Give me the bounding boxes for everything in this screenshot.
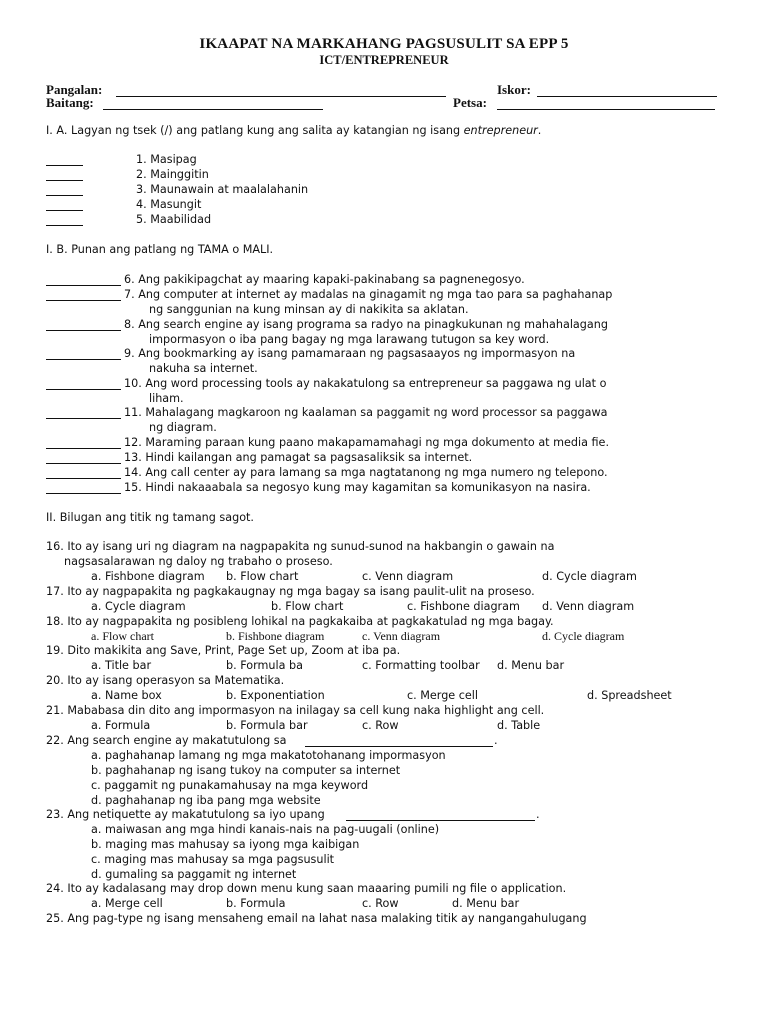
answer-blank-4[interactable]: [46, 210, 83, 211]
q24-option-d[interactable]: d. Menu bar: [452, 897, 520, 910]
q18-option-d[interactable]: d. Cycle diagram: [542, 629, 625, 643]
item-11-cont: ng diagram.: [149, 421, 217, 434]
q18-option-b[interactable]: b. Fishbone diagram: [226, 629, 325, 643]
q18-option-a[interactable]: a. Flow chart: [91, 629, 154, 643]
item-14: 14. Ang call center ay para lamang sa mga nagtatanong ng mga numero ng telepono.: [124, 466, 608, 479]
q19-option-c[interactable]: c. Formatting toolbar: [362, 659, 480, 672]
item-10-cont: liham.: [149, 392, 184, 405]
q22-period: .: [494, 734, 498, 747]
answer-blank-1[interactable]: [46, 165, 83, 166]
q19-option-d[interactable]: d. Menu bar: [497, 659, 565, 672]
q20-option-b[interactable]: b. Exponentiation: [226, 689, 325, 702]
answer-blank-7[interactable]: [46, 300, 121, 301]
q20-option-d[interactable]: d. Spreadsheet: [587, 689, 672, 702]
item-7: 7. Ang computer at internet ay madalas na ginagamit ng mga tao para sa paghahanap: [124, 288, 613, 301]
item-8-cont: impormasyon o iba pang bagay ng mga larawang tutugon sa key word.: [149, 333, 550, 346]
q21-option-c[interactable]: c. Row: [362, 719, 399, 732]
q23-option-c[interactable]: c. maging mas mahusay sa mga pagsusulit: [91, 853, 335, 866]
answer-blank-2[interactable]: [46, 180, 83, 181]
q23-option-b[interactable]: b. maging mas mahusay sa iyong mga kaibigan: [91, 838, 360, 851]
answer-blank-10[interactable]: [46, 389, 121, 390]
question-20: 20. Ito ay isang operasyon sa Matematika.: [46, 674, 285, 687]
item-6: 6. Ang pakikipagchat ay maaring kapaki-pakinabang sa pagnenegosyo.: [124, 273, 525, 286]
item-13: 13. Hindi kailangan ang pamagat sa pagsasaliksik sa internet.: [124, 451, 473, 464]
item-1: 1. Masipag: [136, 153, 197, 166]
grade-label: Baitang:: [46, 95, 94, 110]
answer-blank-15[interactable]: [46, 493, 121, 494]
item-5: 5. Maabilidad: [136, 213, 212, 226]
q24-option-c[interactable]: c. Row: [362, 897, 399, 910]
exam-title: IKAAPAT NA MARKAHANG PAGSUSULIT SA EPP 5: [199, 36, 569, 52]
item-11: 11. Mahalagang magkaroon ng kaalaman sa paggamit ng word processor sa paggawa: [124, 406, 608, 419]
q19-option-a[interactable]: a. Title bar: [91, 659, 152, 672]
q22-answer-blank[interactable]: [305, 746, 493, 747]
item-8: 8. Ang search engine ay isang programa sa radyo na pinagkukunan ng mahahalagang: [124, 318, 608, 331]
q21-option-a[interactable]: a. Formula: [91, 719, 151, 732]
score-label: Iskor:: [497, 82, 531, 97]
q24-option-b[interactable]: b. Formula: [226, 897, 286, 910]
q21-option-b[interactable]: b. Formula bar: [226, 719, 308, 732]
question-24: 24. Ito ay kadalasang may drop down menu kung saan maaaring pumili ng file o application.: [46, 882, 567, 895]
q17-option-d[interactable]: d. Venn diagram: [542, 600, 635, 613]
q17-option-c[interactable]: c. Fishbone diagram: [407, 600, 520, 613]
question-25: 25. Ang pag-type ng isang mensaheng email na lahat nasa malaking titik ay nangangahulugang: [46, 912, 587, 925]
q22-option-b[interactable]: b. paghahanap ng isang tukoy na computer sa internet: [91, 764, 401, 777]
answer-blank-12[interactable]: [46, 448, 121, 449]
answer-blank-14[interactable]: [46, 478, 121, 479]
q22-option-c[interactable]: c. paggamit ng punakamahusay na mga keyword: [91, 779, 369, 792]
answer-blank-11[interactable]: [46, 418, 121, 419]
item-15: 15. Hindi nakaaabala sa negosyo kung may kagamitan sa komunikasyon na nasira.: [124, 481, 591, 494]
part2-instruction: II. Bilugan ang titik ng tamang sagot.: [46, 511, 254, 524]
part1b-instruction: I. B. Punan ang patlang ng TAMA o MALI.: [46, 243, 274, 256]
name-label: Pangalan:: [46, 82, 103, 97]
question-16-cont: nagsasalarawan ng daloy ng trabaho o proseso.: [64, 555, 333, 568]
q22-option-d[interactable]: d. paghahanap ng iba pang mga website: [91, 794, 321, 807]
item-7-cont: ng sanggunian na kung minsan ay di nakikita sa aklatan.: [149, 303, 469, 316]
item-9: 9. Ang bookmarking ay isang pamamaraan ng pagsasaayos ng impormasyon na: [124, 347, 576, 360]
answer-blank-5[interactable]: [46, 225, 83, 226]
q20-option-c[interactable]: c. Merge cell: [407, 689, 478, 702]
question-22: 22. Ang search engine ay makatutulong sa: [46, 734, 287, 747]
q23-option-d[interactable]: d. gumaling sa paggamit ng internet: [91, 868, 297, 881]
answer-blank-13[interactable]: [46, 463, 121, 464]
grade-field[interactable]: [103, 109, 323, 110]
q18-option-c[interactable]: c. Venn diagram: [362, 629, 441, 643]
q20-option-a[interactable]: a. Name box: [91, 689, 162, 702]
answer-blank-6[interactable]: [46, 285, 121, 286]
question-18: 18. Ito ay nagpapakita ng posibleng lohikal na pagkakaiba at pagkakatulad ng mga bagay.: [46, 615, 554, 628]
q17-option-b[interactable]: b. Flow chart: [271, 600, 344, 613]
item-4: 4. Masungit: [136, 198, 202, 211]
q16-option-b[interactable]: b. Flow chart: [226, 570, 299, 583]
q16-option-a[interactable]: a. Fishbone diagram: [91, 570, 205, 583]
question-23: 23. Ang netiquette ay makatutulong sa iyo upang: [46, 808, 325, 821]
q19-option-b[interactable]: b. Formula ba: [226, 659, 303, 672]
q24-option-a[interactable]: a. Merge cell: [91, 897, 163, 910]
item-3: 3. Maunawain at maalalahanin: [136, 183, 309, 196]
q21-option-d[interactable]: d. Table: [497, 719, 541, 732]
exam-subtitle: ICT/ENTREPRENEUR: [319, 53, 449, 67]
date-label: Petsa:: [453, 95, 487, 110]
part1a-instruction: I. A. Lagyan ng tsek (/) ang patlang kung ang salita ay katangian ng isang entrepreneur.: [46, 124, 542, 137]
question-17: 17. Ito ay nagpapakita ng pagkakaugnay ng mga bagay sa isang paulit-ulit na proseso.: [46, 585, 535, 598]
item-10: 10. Ang word processing tools ay nakakatulong sa entrepreneur sa paggawa ng ulat o: [124, 377, 607, 390]
score-field[interactable]: [537, 96, 717, 97]
question-21: 21. Mababasa din dito ang impormasyon na inilagay sa cell kung naka highlight ang cell.: [46, 704, 545, 717]
answer-blank-8[interactable]: [46, 330, 121, 331]
q16-option-c[interactable]: c. Venn diagram: [362, 570, 454, 583]
item-12: 12. Maraming paraan kung paano makapamamahagi ng mga dokumento at media fie.: [124, 436, 610, 449]
item-2: 2. Mainggitin: [136, 168, 209, 181]
q16-option-d[interactable]: d. Cycle diagram: [542, 570, 637, 583]
question-16: 16. Ito ay isang uri ng diagram na nagpapakita ng sunud-sunod na hakbangin o gawain na: [46, 540, 555, 553]
date-field[interactable]: [497, 109, 715, 110]
q22-option-a[interactable]: a. paghahanap lamang ng mga makatotohanang impormasyon: [91, 749, 446, 762]
question-19: 19. Dito makikita ang Save, Print, Page Set up, Zoom at iba pa.: [46, 644, 401, 657]
name-field[interactable]: [116, 96, 446, 97]
q23-option-a[interactable]: a. maiwasan ang mga hindi kanais-nais na pag-uugali (online): [91, 823, 440, 836]
item-9-cont: nakuha sa internet.: [149, 362, 258, 375]
q23-answer-blank[interactable]: [346, 820, 535, 821]
answer-blank-3[interactable]: [46, 195, 83, 196]
q17-option-a[interactable]: a. Cycle diagram: [91, 600, 186, 613]
q23-period: .: [536, 808, 540, 821]
answer-blank-9[interactable]: [46, 359, 121, 360]
